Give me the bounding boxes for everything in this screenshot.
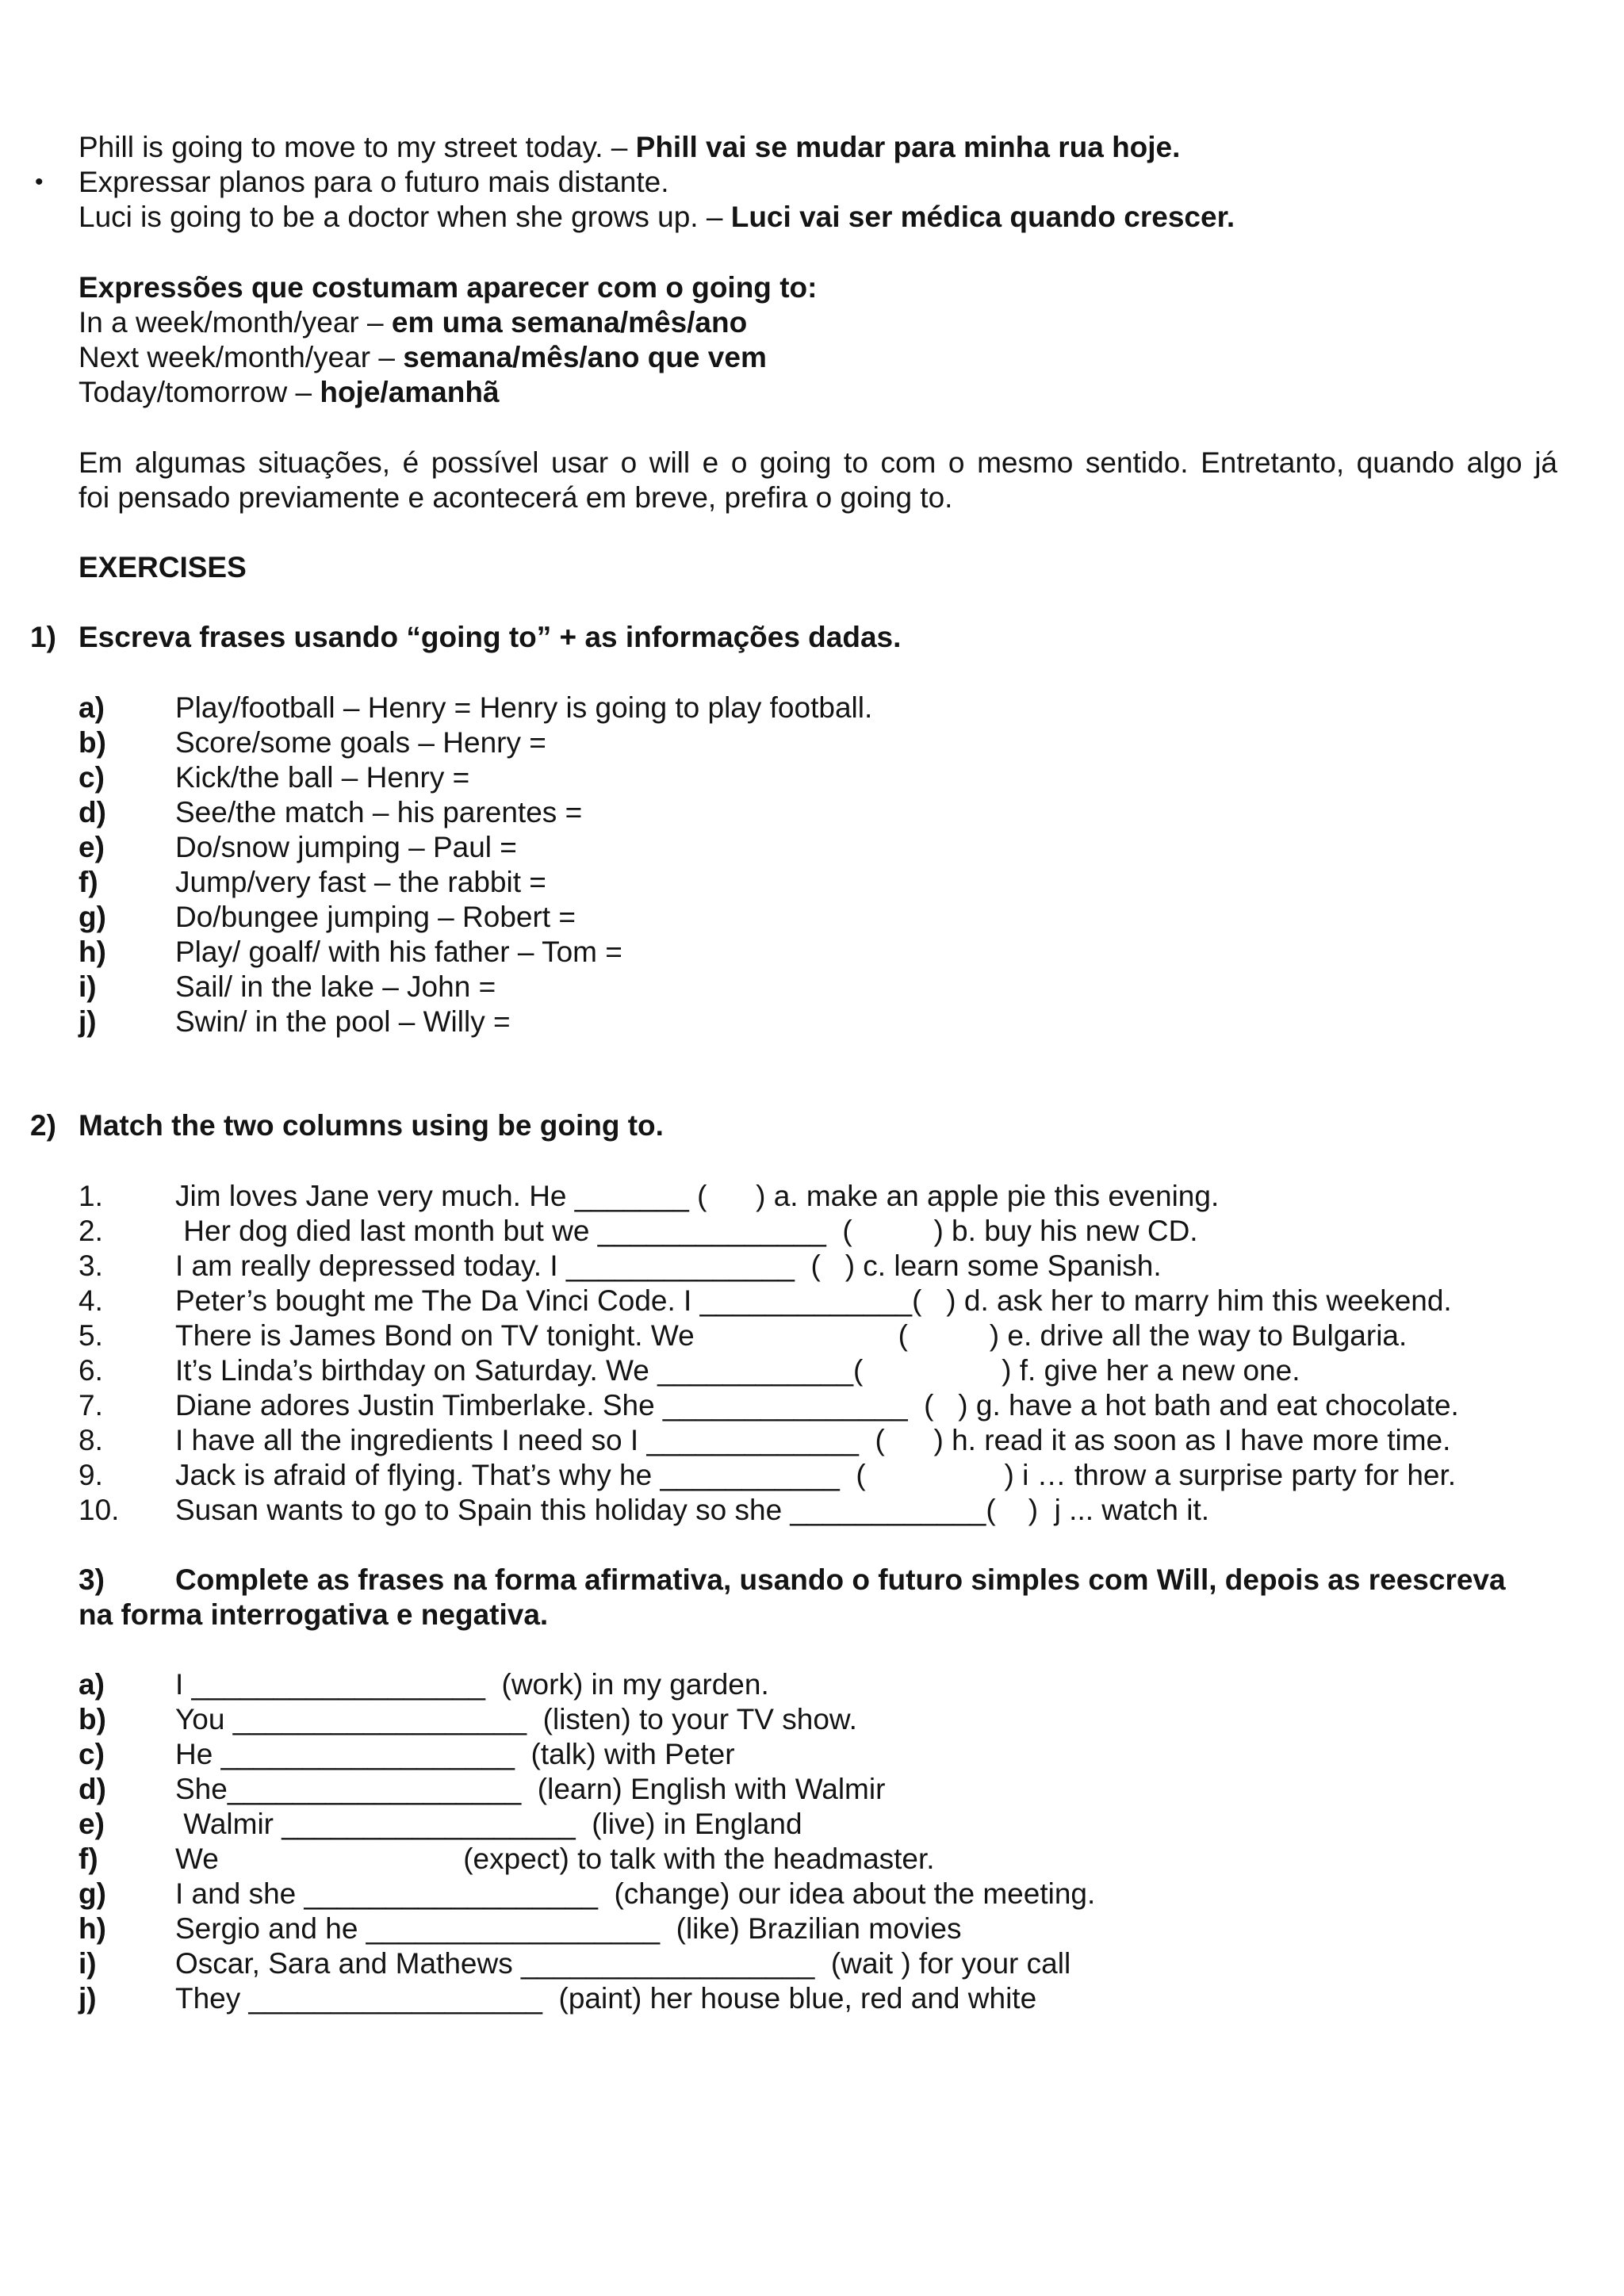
exercise-3-item-label: h) bbox=[79, 1912, 106, 1945]
exercise-1-item-text: Play/football – Henry = Henry is going to play football. bbox=[175, 691, 873, 724]
exercise-1-item-label: b) bbox=[79, 726, 106, 759]
exercise-2-item-text: I have all the ingredients I need so I _____________ ( ) h. read it as soon as I have more time. bbox=[175, 1424, 1451, 1456]
exercise-3-item-text: She__________________ (learn) English with Walmir bbox=[175, 1773, 886, 1805]
exercise-2-item-number: 3. bbox=[79, 1249, 103, 1282]
exercise-1-item-text: Play/ goalf/ with his father – Tom = bbox=[175, 936, 622, 968]
exercise-1-item-label: d) bbox=[79, 796, 106, 828]
exercise-2-title: Match the two columns using be going to. bbox=[79, 1109, 664, 1142]
exercise-2-item-text: Her dog died last month but we ______________ ( ) b. buy his new CD. bbox=[175, 1215, 1198, 1247]
exercise-1-item-text: Do/snow jumping – Paul = bbox=[175, 831, 517, 863]
exercise-1-item-text: Swin/ in the pool – Willy = bbox=[175, 1005, 511, 1038]
exercise-2-item-number: 5. bbox=[79, 1319, 103, 1352]
exercise-1-item-label: f) bbox=[79, 866, 98, 898]
exercise-2-item-number: 7. bbox=[79, 1389, 103, 1422]
exercise-3-item-text: You __________________ (listen) to your TV show. bbox=[175, 1703, 857, 1735]
exercise-2-item-text: There is James Bond on TV tonight. We ( ) e. drive all the way to Bulgaria. bbox=[175, 1319, 1408, 1352]
exercise-3-title-line-1: Complete as frases na forma afirmativa, usando o futuro simples com Will, depois as reescreva bbox=[175, 1563, 1506, 1596]
expression-english: Next week/month/year – bbox=[79, 341, 404, 373]
exercise-2-item-number: 6. bbox=[79, 1354, 103, 1387]
exercise-2-item-text: Susan wants to go to Spain this holiday so she ____________( ) j ... watch it. bbox=[175, 1494, 1210, 1526]
exercise-3-item-label: c) bbox=[79, 1738, 105, 1770]
exercise-1-title: Escreva frases usando “going to” + as informações dadas. bbox=[79, 621, 902, 653]
exercise-1-item-label: i) bbox=[79, 970, 97, 1003]
intro-example-1 bbox=[79, 130, 1180, 165]
exercise-3-item-label: g) bbox=[79, 1877, 106, 1910]
exercise-2-item-number: 4. bbox=[79, 1284, 103, 1317]
exercise-2-item-text: I am really depressed today. I ______________ ( ) c. learn some Spanish. bbox=[175, 1249, 1162, 1282]
exercise-2-item-text: It’s Linda’s birthday on Saturday. We ____________( ) f. give her a new one. bbox=[175, 1354, 1300, 1387]
exercise-3-item-label: a) bbox=[79, 1668, 105, 1701]
exercises-heading: EXERCISES bbox=[79, 551, 247, 584]
exercise-3-item-text: Sergio and he __________________ (like) Brazilian movies bbox=[175, 1912, 962, 1945]
exercise-2-item-text: Peter’s bought me The Da Vinci Code. I _____________( ) d. ask her to marry him this weekend. bbox=[175, 1284, 1452, 1317]
exercise-1-item-label: h) bbox=[79, 936, 106, 968]
exercise-1-item-text: Sail/ in the lake – John = bbox=[175, 970, 496, 1003]
exercise-1-item-text: Score/some goals – Henry = bbox=[175, 726, 546, 759]
intro-example-1-translation: Phill vai se mudar para minha rua hoje. bbox=[635, 131, 1181, 163]
exercise-1-item-text: Jump/very fast – the rabbit = bbox=[175, 866, 546, 898]
exercise-2-item-number: 9. bbox=[79, 1459, 103, 1491]
exercise-3-item-label: i) bbox=[79, 1947, 97, 1980]
intro-example-1-english: Phill is going to move to my street today. – bbox=[79, 131, 636, 163]
intro-example-2 bbox=[79, 200, 1235, 235]
note-line-2: foi pensado previamente e acontecerá em breve, prefira o going to. bbox=[79, 481, 953, 514]
bullet-text: Expressar planos para o futuro mais distante. bbox=[79, 166, 669, 198]
expression-english: In a week/month/year – bbox=[79, 306, 392, 339]
exercise-3-item-text: They __________________ (paint) her house blue, red and white bbox=[175, 1982, 1037, 2015]
exercise-3-item-label: f) bbox=[79, 1843, 98, 1875]
note-paragraph bbox=[79, 446, 1557, 515]
exercise-3-number: 3) bbox=[79, 1563, 105, 1596]
exercise-3-item-text: I and she __________________ (change) our idea about the meeting. bbox=[175, 1877, 1096, 1910]
exercise-2-item-text: Jack is afraid of flying. That’s why he ___________ ( ) i … throw a surprise party for her. bbox=[175, 1459, 1457, 1491]
intro-example-2-translation: Luci vai ser médica quando crescer. bbox=[730, 201, 1235, 233]
exercise-3-item-text: He __________________ (talk) with Peter bbox=[175, 1738, 735, 1770]
exercise-1-item-label: a) bbox=[79, 691, 105, 724]
exercise-3-item-text: I __________________ (work) in my garden. bbox=[175, 1668, 769, 1701]
exercise-1-item-label: g) bbox=[79, 901, 106, 933]
exercise-1-item-label: e) bbox=[79, 831, 105, 863]
exercise-1-item-text: See/the match – his parentes = bbox=[175, 796, 583, 828]
exercise-2-item-number: 1. bbox=[79, 1180, 103, 1212]
exercise-2-item-text: Jim loves Jane very much. He _______ ( ) a. make an apple pie this evening. bbox=[175, 1180, 1220, 1212]
expression-translation: semana/mês/ano que vem bbox=[403, 341, 767, 373]
intro-example-2-english: Luci is going to be a doctor when she grows up. – bbox=[79, 201, 731, 233]
expression-translation: em uma semana/mês/ano bbox=[391, 306, 748, 339]
exercise-2-item-text: Diane adores Justin Timberlake. She _______________ ( ) g. have a hot bath and eat chocolate. bbox=[175, 1389, 1459, 1422]
exercise-3-item-label: b) bbox=[79, 1703, 106, 1735]
exercise-1-item-label: j) bbox=[79, 1005, 97, 1038]
bullet-icon: • bbox=[35, 169, 44, 195]
exercise-1-item-text: Do/bungee jumping – Robert = bbox=[175, 901, 576, 933]
expression-item bbox=[79, 340, 767, 375]
exercise-3-title-line-2: na forma interrogativa e negativa. bbox=[79, 1598, 549, 1631]
exercise-3-item-text: Oscar, Sara and Mathews __________________ (wait ) for your call bbox=[175, 1947, 1071, 1980]
exercise-3-item-text: We (expect) to talk with the headmaster. bbox=[175, 1843, 935, 1875]
expressions-heading: Expressões que costumam aparecer com o going to: bbox=[79, 271, 818, 304]
expression-english: Today/tomorrow – bbox=[79, 376, 320, 408]
exercise-2-number: 2) bbox=[30, 1109, 56, 1142]
exercise-3-item-label: j) bbox=[79, 1982, 97, 2015]
exercise-3-item-label: d) bbox=[79, 1773, 106, 1805]
exercise-3-item-label: e) bbox=[79, 1808, 105, 1840]
exercise-2-item-number: 10. bbox=[79, 1494, 120, 1526]
exercise-3-item-text: Walmir __________________ (live) in England bbox=[175, 1808, 802, 1840]
exercise-1-item-text: Kick/the ball – Henry = bbox=[175, 761, 470, 794]
expression-translation: hoje/amanhã bbox=[320, 376, 500, 408]
exercise-2-item-number: 8. bbox=[79, 1424, 103, 1456]
exercise-1-number: 1) bbox=[30, 621, 56, 653]
exercise-1-item-label: c) bbox=[79, 761, 105, 794]
note-line-1: Em algumas situações, é possível usar o will e o going to com o mesmo sentido. Entretanto, quando algo já bbox=[79, 446, 1557, 479]
expression-item bbox=[79, 305, 747, 340]
exercise-2-item-number: 2. bbox=[79, 1215, 103, 1247]
expression-item bbox=[79, 375, 500, 410]
